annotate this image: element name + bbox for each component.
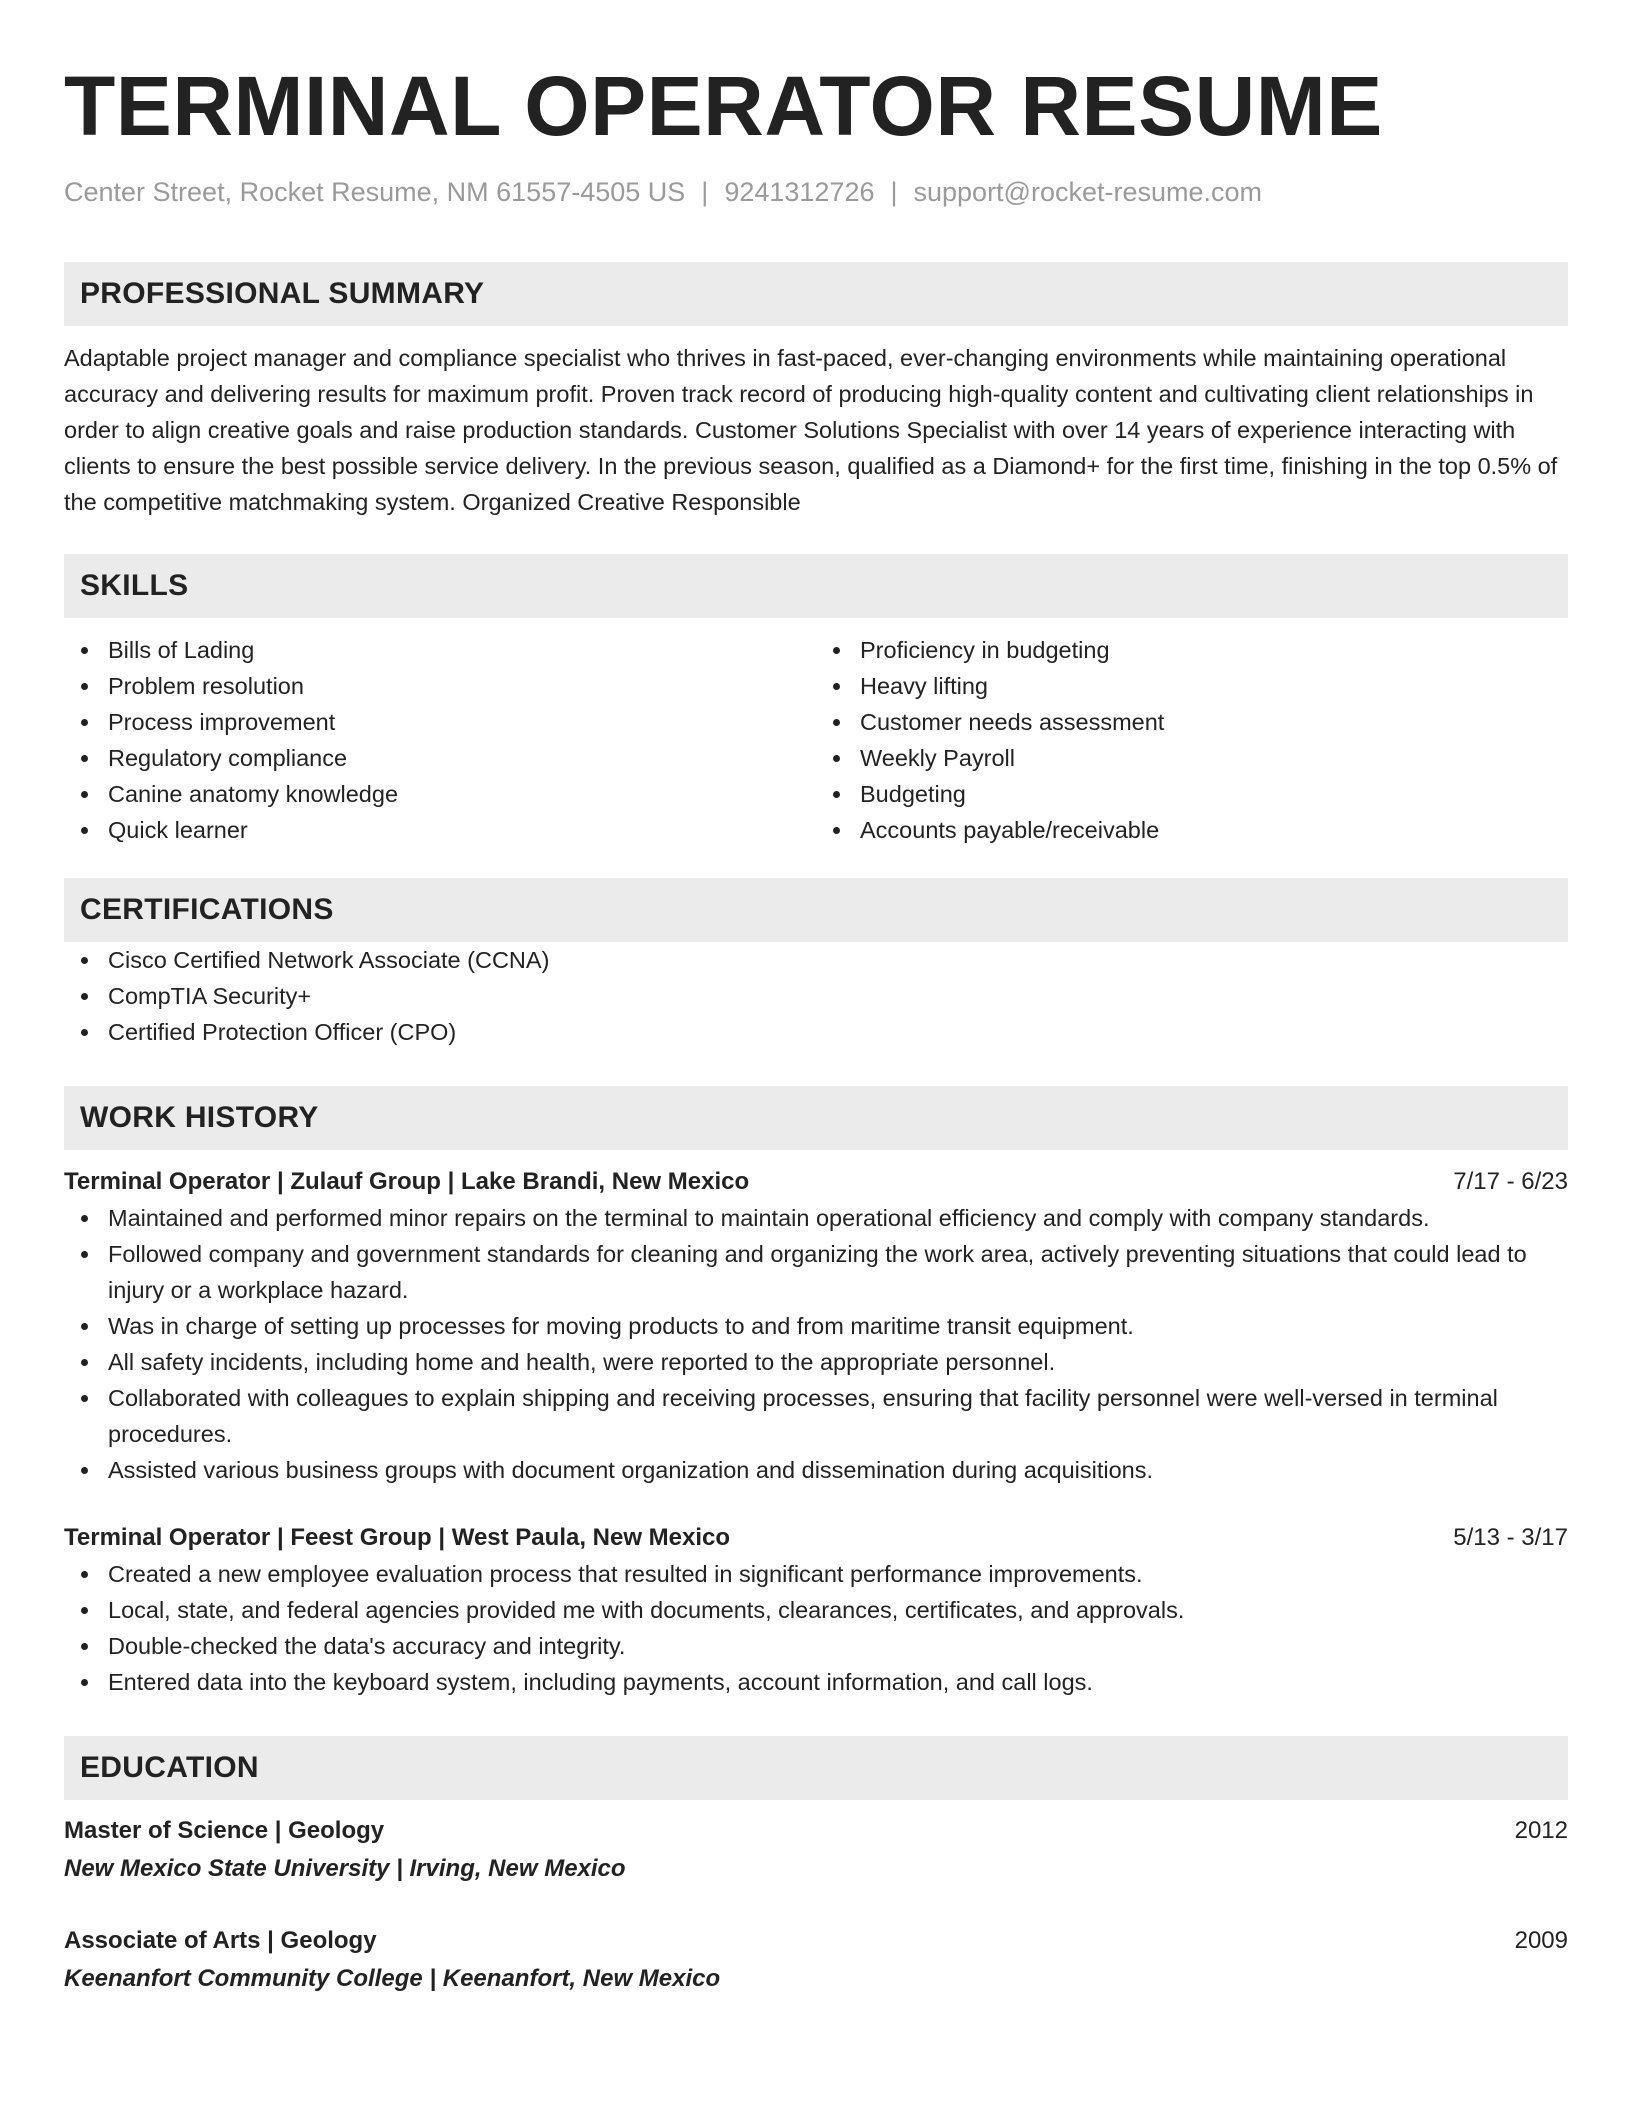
contact-separator: | xyxy=(701,177,709,207)
section-heading-summary: PROFESSIONAL SUMMARY xyxy=(64,262,1568,326)
education-header xyxy=(64,1922,1568,1960)
education-year: 2012 xyxy=(1514,1817,1568,1844)
certifications-list xyxy=(64,942,1568,1050)
summary-paragraph: Adaptable project manager and compliance specialist who thrives in fast-paced, ever-changing environments while maintaining operational accuracy and delivering results for maximum profit. Proven track record of producing high-quality content and cultivating client relationships in order to align creative goals and raise production standards. Customer Solutions Specialist with over 14 years of experience interacting with clients to ensure the best possible service delivery. In the previous season, qualified as a Diamond+ for the first time, finishing in the top 0.5% of the competitive matchmaking system. Organized Creative Responsible xyxy=(64,345,1558,515)
skill-item: Budgeting xyxy=(816,776,1568,812)
contact-address: Center Street, Rocket Resume, NM 61557-4505 US xyxy=(64,177,686,207)
job-bullet-list xyxy=(64,1200,1568,1488)
job-bullet: Collaborated with colleagues to explain shipping and receiving processes, ensuring that facility personnel were well-versed in terminal procedures. xyxy=(64,1380,1568,1452)
skill-item: Proficiency in budgeting xyxy=(816,632,1568,668)
job-bullet: Followed company and government standards for cleaning and organizing the work area, actively preventing situations that could lead to injury or a workplace hazard. xyxy=(64,1236,1568,1308)
contact-phone: 9241312726 xyxy=(724,177,875,207)
job-dates: 5/13 - 3/17 xyxy=(1453,1524,1568,1551)
certification-item: CompTIA Security+ xyxy=(64,978,1568,1014)
skills-list-left xyxy=(64,632,816,848)
skills-grid xyxy=(64,632,1568,848)
job-header xyxy=(64,1164,1568,1200)
resume-title: TERMINAL OPERATOR RESUME xyxy=(64,59,1383,153)
certification-item: Cisco Certified Network Associate (CCNA) xyxy=(64,942,1568,978)
job-bullet: Entered data into the keyboard system, including payments, account information, and call logs. xyxy=(64,1664,1568,1700)
contact-line xyxy=(64,174,1568,210)
education-school: Keenanfort Community College | Keenanfort, New Mexico xyxy=(64,1965,721,1992)
education-entry xyxy=(64,1812,1568,1888)
skills-column-left xyxy=(64,632,816,848)
certification-item: Certified Protection Officer (CPO) xyxy=(64,1014,1568,1050)
job-title: Terminal Operator | Feest Group | West Paula, New Mexico xyxy=(64,1524,731,1551)
education-year: 2009 xyxy=(1514,1927,1568,1954)
skill-item: Accounts payable/receivable xyxy=(816,812,1568,848)
skill-item: Regulatory compliance xyxy=(64,740,816,776)
section-heading-education: EDUCATION xyxy=(64,1736,1568,1800)
skills-column-right xyxy=(816,632,1568,848)
education-header xyxy=(64,1812,1568,1850)
job-bullet: All safety incidents, including home and health, were reported to the appropriate personnel. xyxy=(64,1344,1568,1380)
skill-item: Customer needs assessment xyxy=(816,704,1568,740)
job-bullet: Local, state, and federal agencies provided me with documents, clearances, certificates, and approvals. xyxy=(64,1592,1568,1628)
job-bullet: Assisted various business groups with document organization and dissemination during acquisitions. xyxy=(64,1452,1568,1488)
education-degree: Associate of Arts | Geology xyxy=(64,1927,377,1954)
contact-email: support@rocket-resume.com xyxy=(913,177,1263,207)
skill-item: Canine anatomy knowledge xyxy=(64,776,816,812)
job-dates: 7/17 - 6/23 xyxy=(1453,1168,1568,1195)
job-bullet: Maintained and performed minor repairs on the terminal to maintain operational efficiency and comply with company standards. xyxy=(64,1200,1568,1236)
job-title: Terminal Operator | Zulauf Group | Lake Brandi, New Mexico xyxy=(64,1168,750,1195)
section-heading-certifications: CERTIFICATIONS xyxy=(64,878,1568,942)
skills-list-right xyxy=(816,632,1568,848)
job-header xyxy=(64,1520,1568,1556)
contact-separator: | xyxy=(890,177,898,207)
job-bullet: Double-checked the data's accuracy and integrity. xyxy=(64,1628,1568,1664)
skill-item: Bills of Lading xyxy=(64,632,816,668)
job-entry xyxy=(64,1520,1568,1700)
skill-item: Quick learner xyxy=(64,812,816,848)
skill-item: Heavy lifting xyxy=(816,668,1568,704)
job-bullet: Created a new employee evaluation process that resulted in significant performance improvements. xyxy=(64,1556,1568,1592)
job-bullet-list xyxy=(64,1556,1568,1700)
skill-item: Process improvement xyxy=(64,704,816,740)
section-heading-work-history: WORK HISTORY xyxy=(64,1086,1568,1150)
section-heading-skills: SKILLS xyxy=(64,554,1568,618)
job-bullet: Was in charge of setting up processes for moving products to and from maritime transit equipment. xyxy=(64,1308,1568,1344)
education-school: New Mexico State University | Irving, New Mexico xyxy=(64,1855,626,1882)
skill-item: Weekly Payroll xyxy=(816,740,1568,776)
education-degree: Master of Science | Geology xyxy=(64,1817,385,1844)
education-entry xyxy=(64,1922,1568,1998)
skill-item: Problem resolution xyxy=(64,668,816,704)
job-entry xyxy=(64,1164,1568,1488)
